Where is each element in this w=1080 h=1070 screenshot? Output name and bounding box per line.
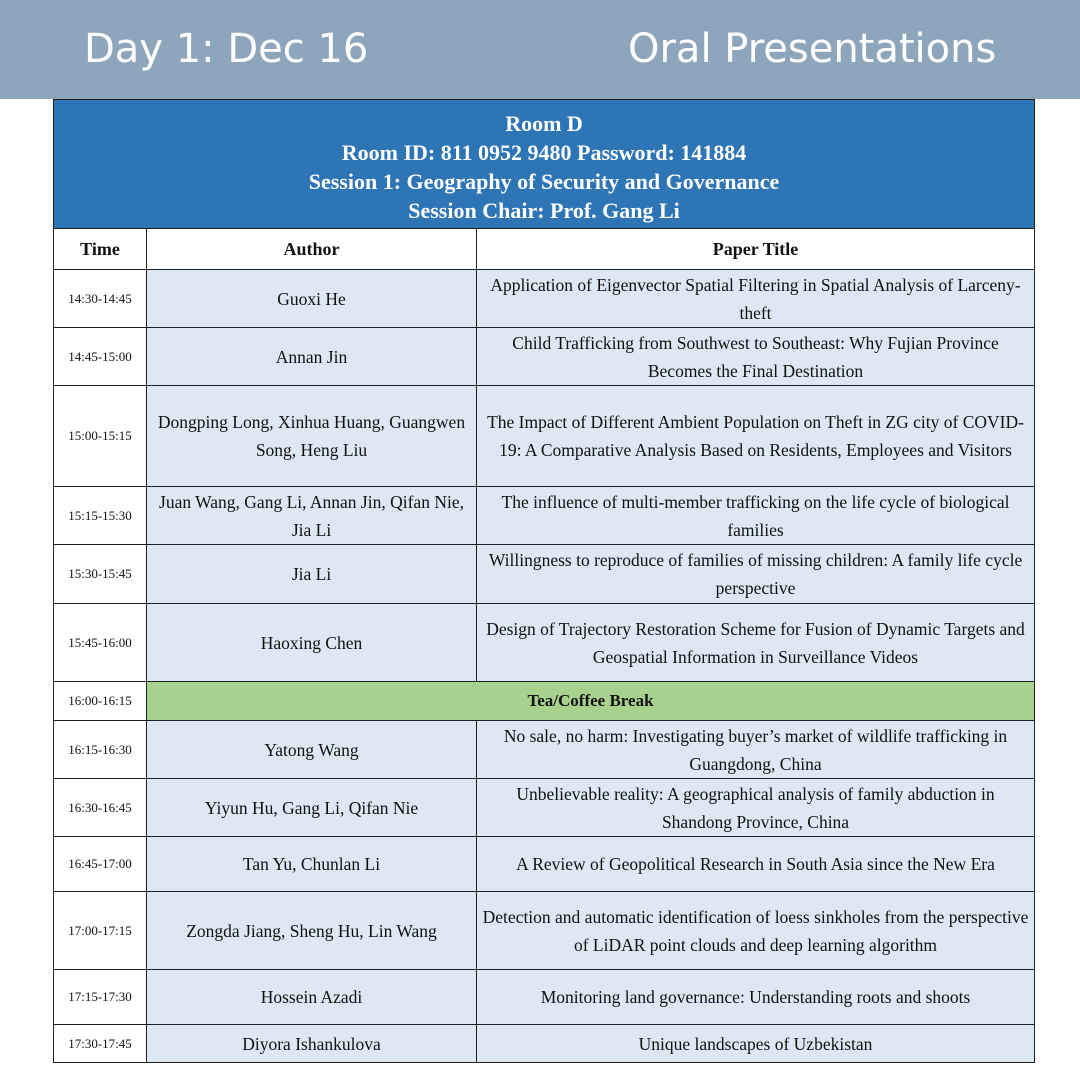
page-banner xyxy=(0,0,1080,99)
time-cell: 17:30-17:45 xyxy=(54,1025,147,1063)
title-cell: The influence of multi-member trafficking on the life cycle of biological families xyxy=(477,487,1035,545)
time-cell: 15:45-16:00 xyxy=(54,604,147,682)
author-cell: Haoxing Chen xyxy=(147,604,477,682)
table-row xyxy=(54,1025,1035,1063)
room-name: Room D xyxy=(505,111,583,136)
time-cell: 16:00-16:15 xyxy=(54,682,147,721)
title-cell: No sale, no harm: Investigating buyer’s market of wildlife trafficking in Guangdong, China xyxy=(477,721,1035,779)
time-cell: 16:45-17:00 xyxy=(54,837,147,892)
table-row xyxy=(54,779,1035,837)
time-cell: 14:30-14:45 xyxy=(54,270,147,328)
break-label: Tea/Coffee Break xyxy=(147,682,1035,721)
table-row xyxy=(54,386,1035,487)
break-row xyxy=(54,682,1035,721)
title-cell: Unbelievable reality: A geographical analysis of family abduction in Shandong Province, China xyxy=(477,779,1035,837)
time-cell: 15:30-15:45 xyxy=(54,545,147,604)
table-row xyxy=(54,604,1035,682)
table-row xyxy=(54,545,1035,604)
title-cell: A Review of Geopolitical Research in South Asia since the New Era xyxy=(477,837,1035,892)
table-row xyxy=(54,721,1035,779)
title-cell: The Impact of Different Ambient Population on Theft in ZG city of COVID-19: A Comparative Analysis Based on Residents, Employees and Visitors xyxy=(477,386,1035,487)
title-cell: Detection and automatic identification of loess sinkholes from the perspective of LiDAR point clouds and deep learning algorithm xyxy=(477,892,1035,970)
author-cell: Dongping Long, Xinhua Huang, Guangwen Song, Heng Liu xyxy=(147,386,477,487)
time-cell: 17:00-17:15 xyxy=(54,892,147,970)
table-row xyxy=(54,837,1035,892)
table-row xyxy=(54,892,1035,970)
time-cell: 14:45-15:00 xyxy=(54,328,147,386)
author-column-header: Author xyxy=(147,229,477,270)
time-cell: 16:15-16:30 xyxy=(54,721,147,779)
time-column-header: Time xyxy=(54,229,147,270)
session-header-row xyxy=(54,100,1035,229)
time-cell: 15:00-15:15 xyxy=(54,386,147,487)
room-credentials: Room ID: 811 0952 9480 Password: 141884 xyxy=(341,140,747,165)
author-cell: Hossein Azadi xyxy=(147,970,477,1025)
author-cell: Yiyun Hu, Gang Li, Qifan Nie xyxy=(147,779,477,837)
session-title: Session 1: Geography of Security and Governance xyxy=(308,169,780,194)
title-cell: Monitoring land governance: Understanding roots and shoots xyxy=(477,970,1035,1025)
time-cell: 16:30-16:45 xyxy=(54,779,147,837)
title-cell: Design of Trajectory Restoration Scheme for Fusion of Dynamic Targets and Geospatial Information in Surveillance Videos xyxy=(477,604,1035,682)
title-cell: Unique landscapes of Uzbekistan xyxy=(477,1025,1035,1063)
title-cell: Application of Eigenvector Spatial Filtering in Spatial Analysis of Larceny-theft xyxy=(477,270,1035,328)
column-header-row xyxy=(54,229,1035,270)
author-cell: Diyora Ishankulova xyxy=(147,1025,477,1063)
session-chair: Session Chair: Prof. Gang Li xyxy=(408,198,680,223)
author-cell: Annan Jin xyxy=(147,328,477,386)
title-cell: Child Trafficking from Southwest to Southeast: Why Fujian Province Becomes the Final Destination xyxy=(477,328,1035,386)
title-cell: Willingness to reproduce of families of missing children: A family life cycle perspective xyxy=(477,545,1035,604)
session-header xyxy=(54,100,1035,229)
title-column-header: Paper Title xyxy=(477,229,1035,270)
author-cell: Guoxi He xyxy=(147,270,477,328)
table-row xyxy=(54,970,1035,1025)
time-cell: 17:15-17:30 xyxy=(54,970,147,1025)
schedule-table xyxy=(53,99,1035,1063)
author-cell: Tan Yu, Chunlan Li xyxy=(147,837,477,892)
author-cell: Zongda Jiang, Sheng Hu, Lin Wang xyxy=(147,892,477,970)
presentation-type: Oral Presentations xyxy=(628,26,997,72)
table-row xyxy=(54,328,1035,386)
table-row xyxy=(54,487,1035,545)
author-cell: Yatong Wang xyxy=(147,721,477,779)
time-cell: 15:15-15:30 xyxy=(54,487,147,545)
author-cell: Jia Li xyxy=(147,545,477,604)
table-row xyxy=(54,270,1035,328)
author-cell: Juan Wang, Gang Li, Annan Jin, Qifan Nie, Jia Li xyxy=(147,487,477,545)
day-title: Day 1: Dec 16 xyxy=(84,26,369,72)
